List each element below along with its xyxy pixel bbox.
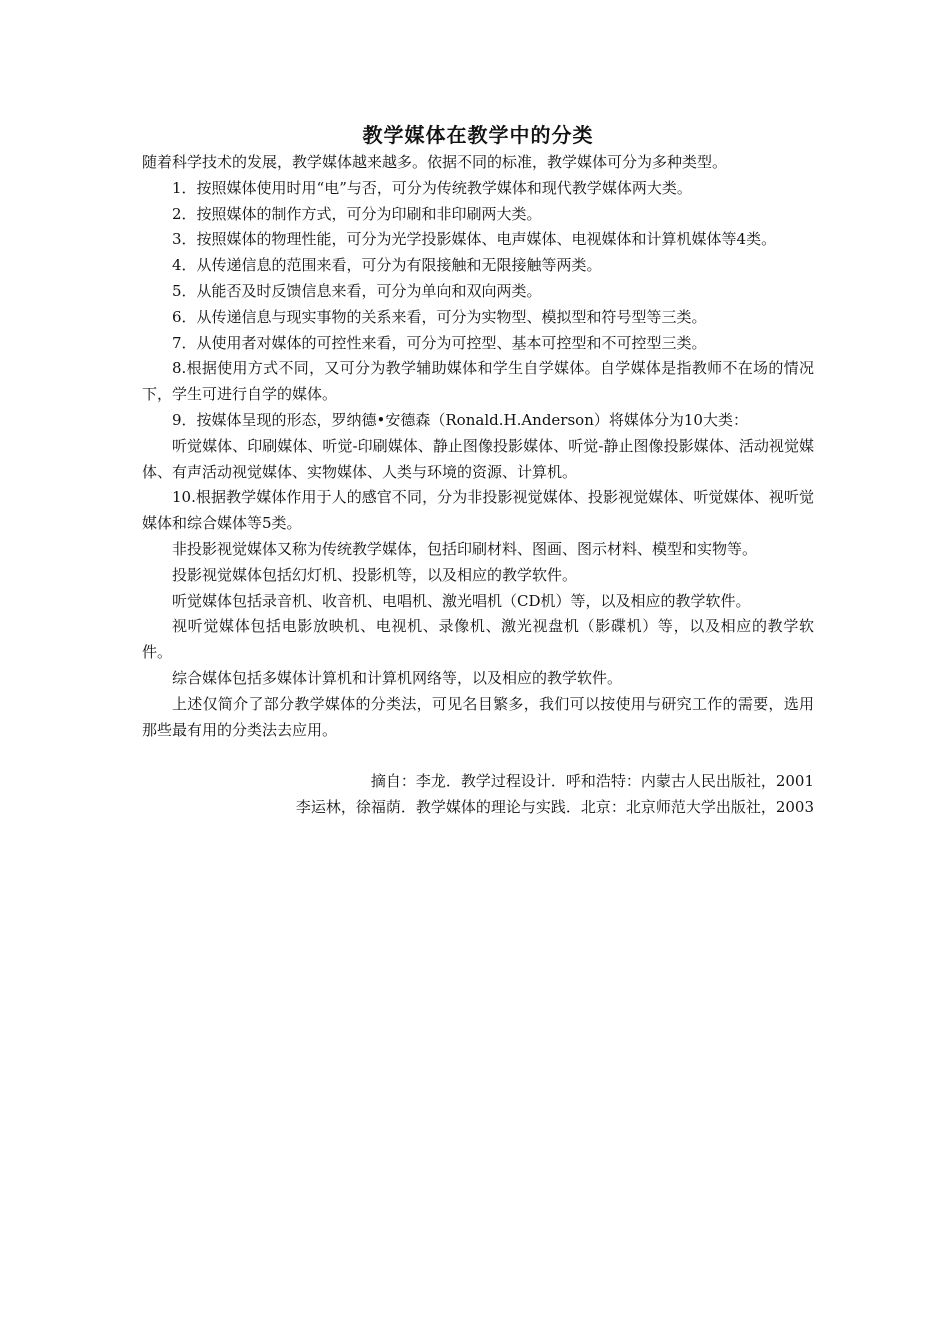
body-paragraph: 6．从传递信息与现实事物的关系来看，可分为实物型、模拟型和符号型等三类。 [172,307,707,326]
reference-line: 李运林，徐福荫．教学媒体的理论与实践．北京：北京师范大学出版社，2003 [295,798,814,817]
body-paragraph: 1．按照媒体使用时用“电”与否，可分为传统教学媒体和现代教学媒体两大类。 [172,178,692,197]
document-title: 教学媒体在教学中的分类 [362,123,594,147]
reference-line: 摘自：李龙．教学过程设计．呼和浩特：内蒙古人民出版社，2001 [370,772,814,791]
document-page [142,120,814,821]
references-block [142,769,814,821]
body-paragraph: 上述仅简介了部分教学媒体的分类法，可见名目繁多，我们可以按使用与研究工作的需要，选用那些最有用的分类法去应用。 [142,694,814,739]
body-paragraph: 听觉媒体包括录音机、收音机、电唱机、激光唱机（CD机）等，以及相应的教学软件。 [172,591,751,610]
body-paragraph: 7．从使用者对媒体的可控性来看，可分为可控型、基本可控型和不可控型三类。 [172,333,707,352]
body-paragraph: 10.根据教学媒体作用于人的感官不同，分为非投影视觉媒体、投影视觉媒体、听觉媒体、视听觉媒体和综合媒体等5类。 [142,488,814,533]
body-paragraph: 8.根据使用方式不同，又可分为教学辅助媒体和学生自学媒体。自学媒体是指教师不在场的情况下，学生可进行自学的媒体。 [142,359,814,404]
body-paragraph: 3．按照媒体的物理性能，可分为光学投影媒体、电声媒体、电视媒体和计算机媒体等4类。 [172,230,777,249]
body-paragraph: 5．从能否及时反馈信息来看，可分为单向和双向两类。 [172,281,542,300]
body-paragraph: 非投影视觉媒体又称为传统教学媒体，包括印刷材料、图画、图示材料、模型和实物等。 [172,539,758,558]
section-spacer [142,743,814,769]
body-paragraph: 听觉媒体、印刷媒体、听觉-印刷媒体、静止图像投影媒体、听觉-静止图像投影媒体、活动视觉媒体、有声活动视觉媒体、实物媒体、人类与环境的资源、计算机。 [142,436,814,481]
body-paragraph: 2．按照媒体的制作方式，可分为印刷和非印刷两大类。 [172,204,542,223]
body-paragraph: 9．按媒体呈现的形态，罗纳德•安德森（Ronald.H.Anderson）将媒体分为10大类： [172,410,748,429]
body-paragraph: 4．从传递信息的范围来看，可分为有限接触和无限接触等两类。 [172,256,602,275]
document-body [142,150,814,743]
body-paragraph: 综合媒体包括多媒体计算机和计算机网络等，以及相应的教学软件。 [172,668,623,687]
body-paragraph: 视听觉媒体包括电影放映机、电视机、录像机、激光视盘机（影碟机）等，以及相应的教学软件。 [142,617,814,662]
body-paragraph: 随着科学技术的发展，教学媒体越来越多。依据不同的标准，教学媒体可分为多种类型。 [142,153,728,171]
body-paragraph: 投影视觉媒体包括幻灯机、投影机等，以及相应的教学软件。 [172,565,578,584]
